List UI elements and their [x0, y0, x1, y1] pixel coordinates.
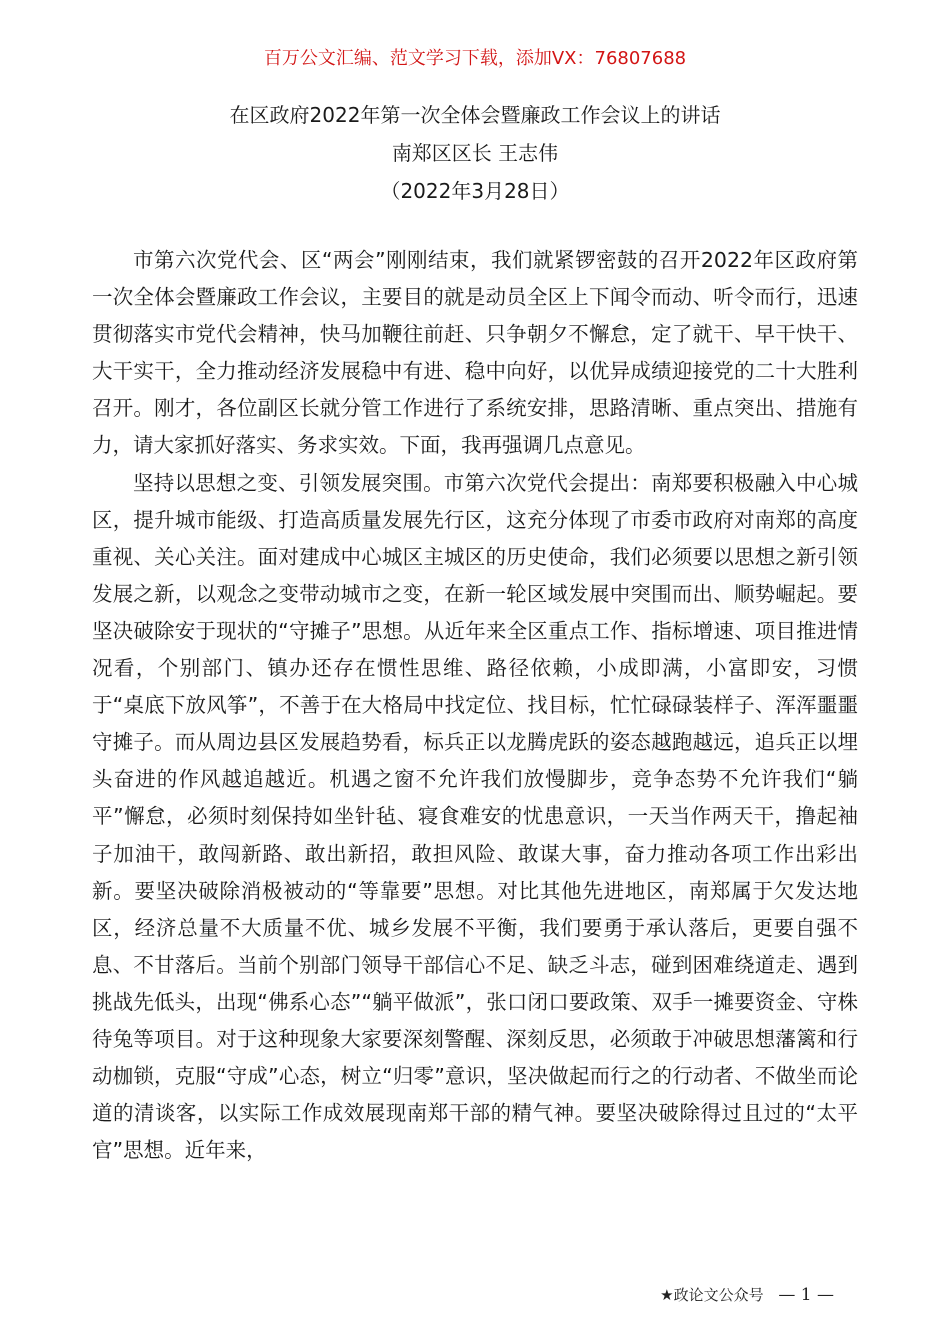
speech-body	[92, 242, 858, 1169]
speech-header	[0, 96, 950, 210]
footer-source: ★政论文公众号	[660, 1286, 764, 1304]
download-banner: 百万公文汇编、范文学习下载，添加VX：76807688	[263, 48, 687, 69]
paragraph-opening: 市第六次党代会、区“两会”刚刚结束，我们就紧锣密鼓的召开2022年区政府第一次全体会暨廉政工作会议，主要目的就是动员全区上下闻令而动、听令而行，迅速贯彻落实市党代会精神，快马加鞭往前赶、只争朝夕不懈怠，定了就干、早干快干、大干实干，全力推动经济发展稳中有进、稳中向好，以优异成绩迎接党的二十大胜利召开。刚才，各位副区长就分管工作进行了系统安排，思路清晰、重点突出、措施有力，请大家抓好落实、务求实效。下面，我再强调几点意见。	[92, 248, 858, 458]
paragraph-thinking-change: 坚持以思想之变、引领发展突围。市第六次党代会提出：南郑要积极融入中心城区，提升城市能级、打造高质量发展先行区，这充分体现了市委市政府对南郑的高度重视、关心关注。面对建成中心城区主城区的历史使命，我们必须要以思想之新引领发展之新，以观念之变带动城市之变，在新一轮区域发展中突围而出、顺势崛起。要坚决破除安于现状的“守摊子”思想。从近年来全区重点工作、指标增速、项目推进情况看，个别部门、镇办还存在惯性思维、路径依赖，小成即满，小富即安，习惯于“桌底下放风筝”，不善于在大格局中找定位、找目标，忙忙碌碌装样子、浑浑噩噩守摊子。而从周边县区发展趋势看，标兵正以龙腾虎跃的姿态越跑越远，追兵正以埋头奋进的作风越追越近。机遇之窗不允许我们放慢脚步，竞争态势不允许我们“躺平”懈怠，必须时刻保持如坐针毡、寝食难安的忧患意识，一天当作两天干，撸起袖子加油干，敢闯新路、敢出新招，敢担风险、敢谋大事，奋力推动各项工作出彩出新。要坚决破除消极被动的“等靠要”思想。对比其他先进地区，南郑属于欠发达地区，经济总量不大质量不优、城乡发展不平衡，我们要勇于承认落后，更要自强不息、不甘落后。当前个别部门领导干部信心不足、缺乏斗志，碰到困难绕道走、遇到挑战先低头，出现“佛系心态”“躺平做派”，张口闭口要政策、双手一摊要资金、守株待兔等项目。对于这种现象大家要深刻警醒、深刻反思，必须敢于冲破思想藩篱和行动枷锁，克服“守成”心态，树立“归零”意识，坚决做起而行之的行动者、不做坐而论道的清谈客，以实际工作成效展现南郑干部的精气神。要坚决破除得过且过的“太平官”思想。近年来，	[92, 470, 858, 1163]
speaker-name: 南郑区区长 王志伟	[391, 141, 559, 165]
speech-date: （2022年3月28日）	[380, 179, 570, 203]
page-footer	[660, 1284, 834, 1306]
page-number: — 1 —	[778, 1285, 834, 1305]
speech-title: 在区政府2022年第一次全体会暨廉政工作会议上的讲话	[229, 103, 721, 127]
